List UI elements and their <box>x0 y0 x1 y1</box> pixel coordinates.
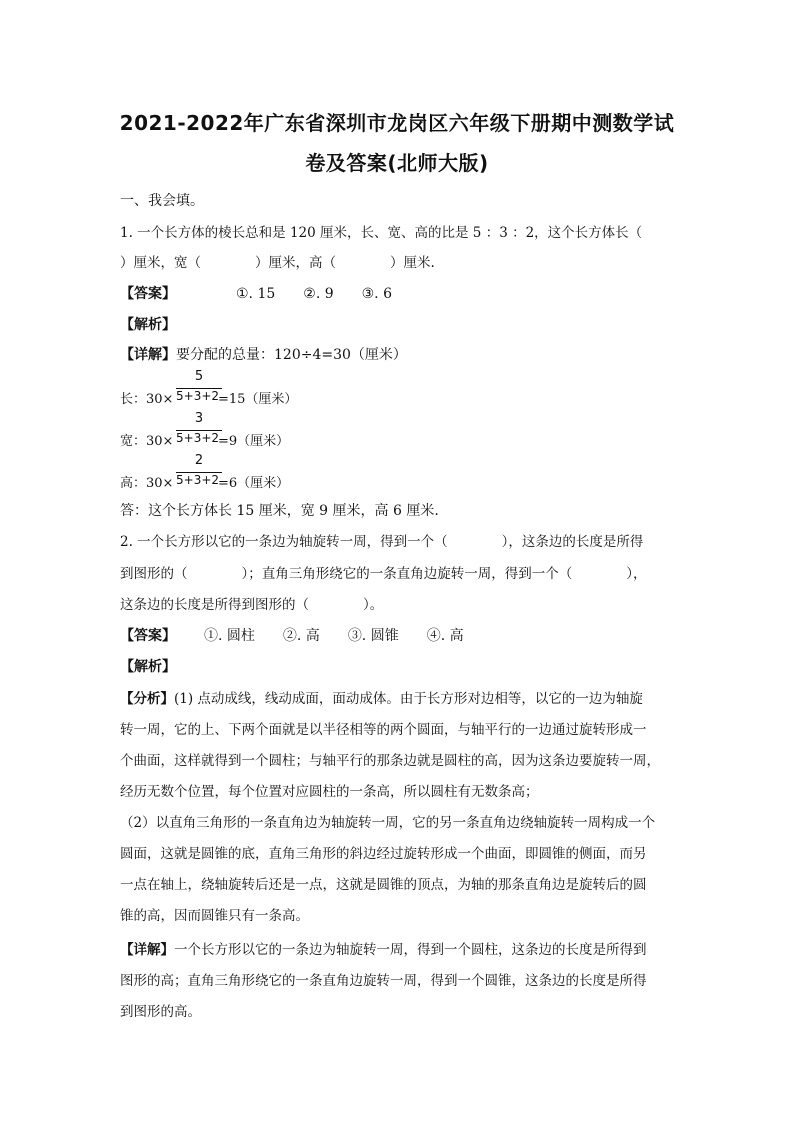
q2-stem-line2: 到图形的（ ）；直角三角形绕它的一条直角边旋转一周，得到一个（ ）， <box>120 566 647 582</box>
q1-final-answer: 答：这个长方体长 15 厘米，宽 9 厘米，高 6 厘米. <box>120 503 439 519</box>
q1-stem-line1: 1. 一个长方体的棱长总和是 120 厘米，长、宽、高的比是 5 ：3 ：2，这个长方体长（ <box>120 225 643 241</box>
q2-fenxi-line: 经历无数个位置，每个位置对应圆柱的一条高，所以圆柱有无数条高； <box>120 784 539 800</box>
calc-label: 长：30× <box>120 392 174 407</box>
q2-fenxi-line: 圆面，这就是圆锥的底，直角三角形的斜边经过旋转形成一个曲面，即圆锥的侧面，而另 <box>120 846 647 862</box>
detail-label: 【详解】 <box>120 347 176 363</box>
q1-calc-height <box>120 453 360 493</box>
q1-detail <box>120 344 407 364</box>
q2-answer <box>120 625 464 645</box>
answer-item: ①. 15 <box>236 286 276 302</box>
fenxi-label: 【分析】 <box>120 691 174 707</box>
q2-stem-line1: 2. 一个长方形以它的一条边为轴旋转一周，得到一个（ ），这条边的长度是所得 <box>120 534 644 550</box>
document-title-line2: 卷及答案(北师大版) <box>305 151 489 175</box>
q2-fenxi-line: 个曲面，这样就得到一个圆柱；与轴平行的那条边就是圆柱的高，因为这条边要旋转一周， <box>120 753 660 769</box>
fraction-numerator: 3 <box>194 411 204 426</box>
answer-item: ②. 高 <box>282 628 320 644</box>
q2-fenxi-line: 转一周，它的上、下两个面就是以半径相等的两个圆面，与轴平行的一边通过旋转形成一 <box>120 722 647 738</box>
q2-fenxi-line: 一点在轴上，绕轴旋转后还是一点，这就是圆锥的顶点，为轴的那条直角边是旋转后的圆 <box>120 877 647 893</box>
q2-detail-line: 到图形的高。 <box>120 1004 201 1020</box>
answer-item: ①. 圆柱 <box>204 628 255 644</box>
answer-item: ③. 圆锥 <box>347 628 399 644</box>
fenxi-text: (1) 点动成线，线动成面，面动成体。由于长方形对边相等，以它的一边为轴旋 <box>174 691 643 707</box>
q2-detail-line <box>120 938 647 958</box>
fraction-denominator: 5+3+2 <box>176 389 220 403</box>
q2-stem-line3: 这条边的长度是所得到图形的（ ）。 <box>120 597 384 613</box>
calc-result: =15（厘米） <box>218 392 298 407</box>
q1-stem-line2: ）厘米，宽（ ）厘米，高（ ）厘米. <box>120 255 435 271</box>
detail-text: 一个长方形以它的一条边为轴旋转一周，得到一个圆柱，这条边的长度是所得到 <box>174 942 647 958</box>
answer-item: ②. 9 <box>303 286 334 302</box>
detail-text: 要分配的总量：120÷4=30（厘米） <box>176 347 407 363</box>
fraction-denominator: 5+3+2 <box>176 473 220 487</box>
q1-calc-length <box>120 369 360 409</box>
fraction-numerator: 5 <box>194 369 204 384</box>
answer-label: 【答案】 <box>120 628 176 644</box>
calc-result: =9（厘米） <box>218 434 290 449</box>
q2-analysis-label: 【解析】 <box>120 659 176 675</box>
answer-item: ④. 高 <box>426 628 464 644</box>
q2-fenxi-line <box>120 687 643 707</box>
document-title-line1: 2021-2022年广东省深圳市龙岗区六年级下册期中测数学试 <box>119 111 675 135</box>
q1-answer <box>120 283 392 303</box>
q2-detail-line: 图形的高；直角三角形绕它的一条直角边旋转一周，得到一个圆锥，这条边的长度是所得 <box>120 973 647 989</box>
fraction-denominator: 5+3+2 <box>176 431 220 445</box>
q2-fenxi-line: （2）以直角三角形的一条直角边为轴旋转一周，它的另一条直角边绕轴旋转一周构成一个 <box>120 815 656 831</box>
section-heading: 一、我会填。 <box>120 193 204 209</box>
q2-fenxi-line: 锥的高，因而圆锥只有一条高。 <box>120 908 309 924</box>
q1-calc-width <box>120 411 360 451</box>
answer-label: 【答案】 <box>120 286 176 302</box>
calc-label: 高：30× <box>120 476 174 491</box>
detail-label: 【详解】 <box>120 942 174 958</box>
fraction-numerator: 2 <box>194 453 204 468</box>
q1-analysis-label: 【解析】 <box>120 317 176 333</box>
answer-item: ③. 6 <box>361 286 392 302</box>
calc-label: 宽：30× <box>120 434 174 449</box>
calc-result: =6（厘米） <box>218 476 290 491</box>
